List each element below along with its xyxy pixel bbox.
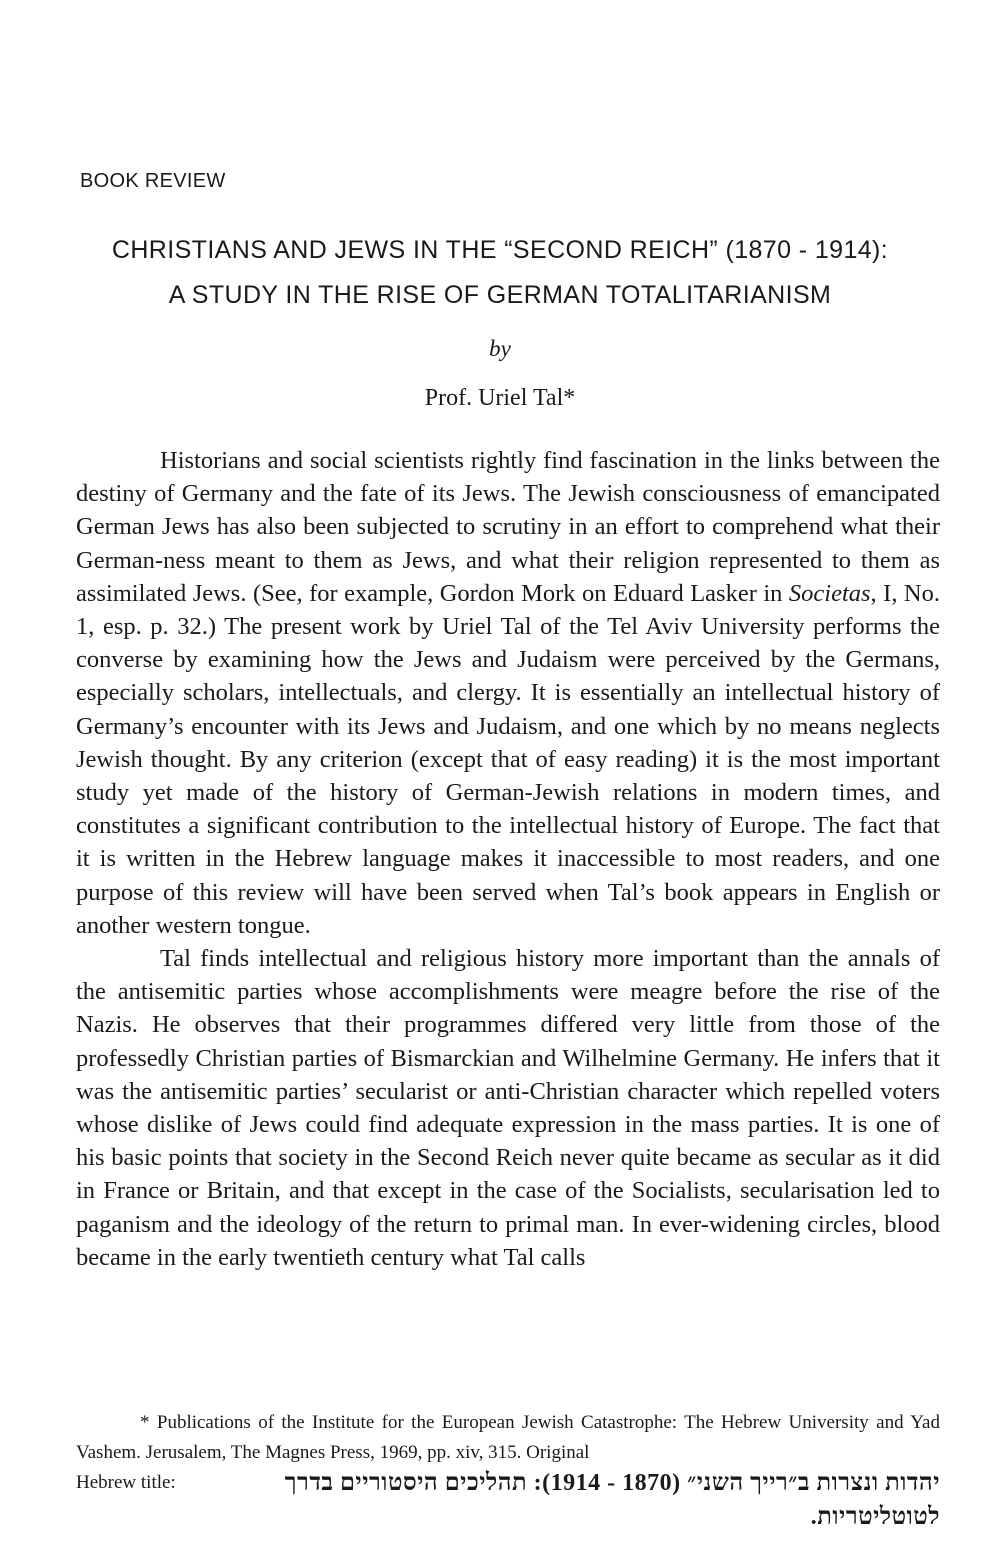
paragraph-1 (76, 444, 940, 942)
author: Prof. Uriel Tal* (424, 385, 576, 411)
title-line-1: CHRISTIANS AND JEWS IN THE “SECOND REICH” (1870 - 1914): (111, 236, 889, 264)
paragraph-1-text-b: , I, No. 1, esp. p. 32.) The present work by Uriel Tal of the Tel Aviv University performs the converse by examining how the Jews and Judaism were perceived by the Germans, especially scholars, intellectuals, and clergy. It is essentially an intellectual history of Germany’s encounter with its Jews and Judaism, and one which by no means neglects Jewish thought. By any criterion (except that of easy reading) it is the most important study yet made of the history of German-Jewish relations in modern times, and constitutes a significant contribution to the intellectual history of Europe. The fact that it is written in the Hebrew language makes it inaccessible to most readers, and one purpose of this review will have been served when Tal’s book appears in English or another western tongue. (76, 579, 940, 939)
hebrew-title-line-1: יהדות ונצרות ב״רייך השני״ (1870 - 1914): תהליכים היסטוריים בדרך (284, 1470, 940, 1496)
journal-title: Societas (788, 579, 871, 607)
hebrew-title-line-2: לטוטליטריות. (810, 1504, 940, 1530)
hebrew-title-label: Hebrew title: (76, 1472, 176, 1493)
footnote (76, 1408, 940, 1530)
section-label: BOOK REVIEW (80, 170, 226, 192)
paragraph-1-text-a: Historians and social scientists rightly find fascination in the links between the destiny of Germany and the fate of its Jews. The Jewish consciousness of emancipated German Jews has also been subjected to scrutiny in an effort to comprehend what their German-ness meant to them as Jews, and what their religion represented to them as assimilated Jews. (See, for example, Gordon Mork on Eduard Lasker in (76, 447, 940, 607)
title-line-2: A STUDY IN THE RISE OF GERMAN TOTALITARIANISM (168, 281, 832, 309)
footnote-text: * Publications of the Institute for the European Jewish Catastrophe: The Hebrew University and Yad Vashem. Jerusalem, The Magnes Press, 1969, pp. xiv, 315. Original (76, 1412, 940, 1463)
review-body (76, 444, 940, 1274)
paragraph-2: Tal finds intellectual and religious history more important than the annals of the antisemitic parties whose accomplishments were meagre before the rise of the Nazis. He observes that their programmes differed very little from those of the professedly Christian parties of Bismarckian and Wilhelmine Germany. He infers that it was the antisemitic parties’ secularist or anti-Christian character which repelled voters whose dislike of Jews could find adequate expression in the mass parties. It is one of his basic points that society in the Second Reich never quite became as secular as it did in France or Britain, and that except in the case of the Socialists, secularisation led to paganism and the ideology of the return to primal man. In ever-widening circles, blood became in the early twentieth century what Tal calls (76, 945, 940, 1271)
byline: by (489, 336, 511, 361)
hebrew-title-row (76, 1468, 940, 1530)
